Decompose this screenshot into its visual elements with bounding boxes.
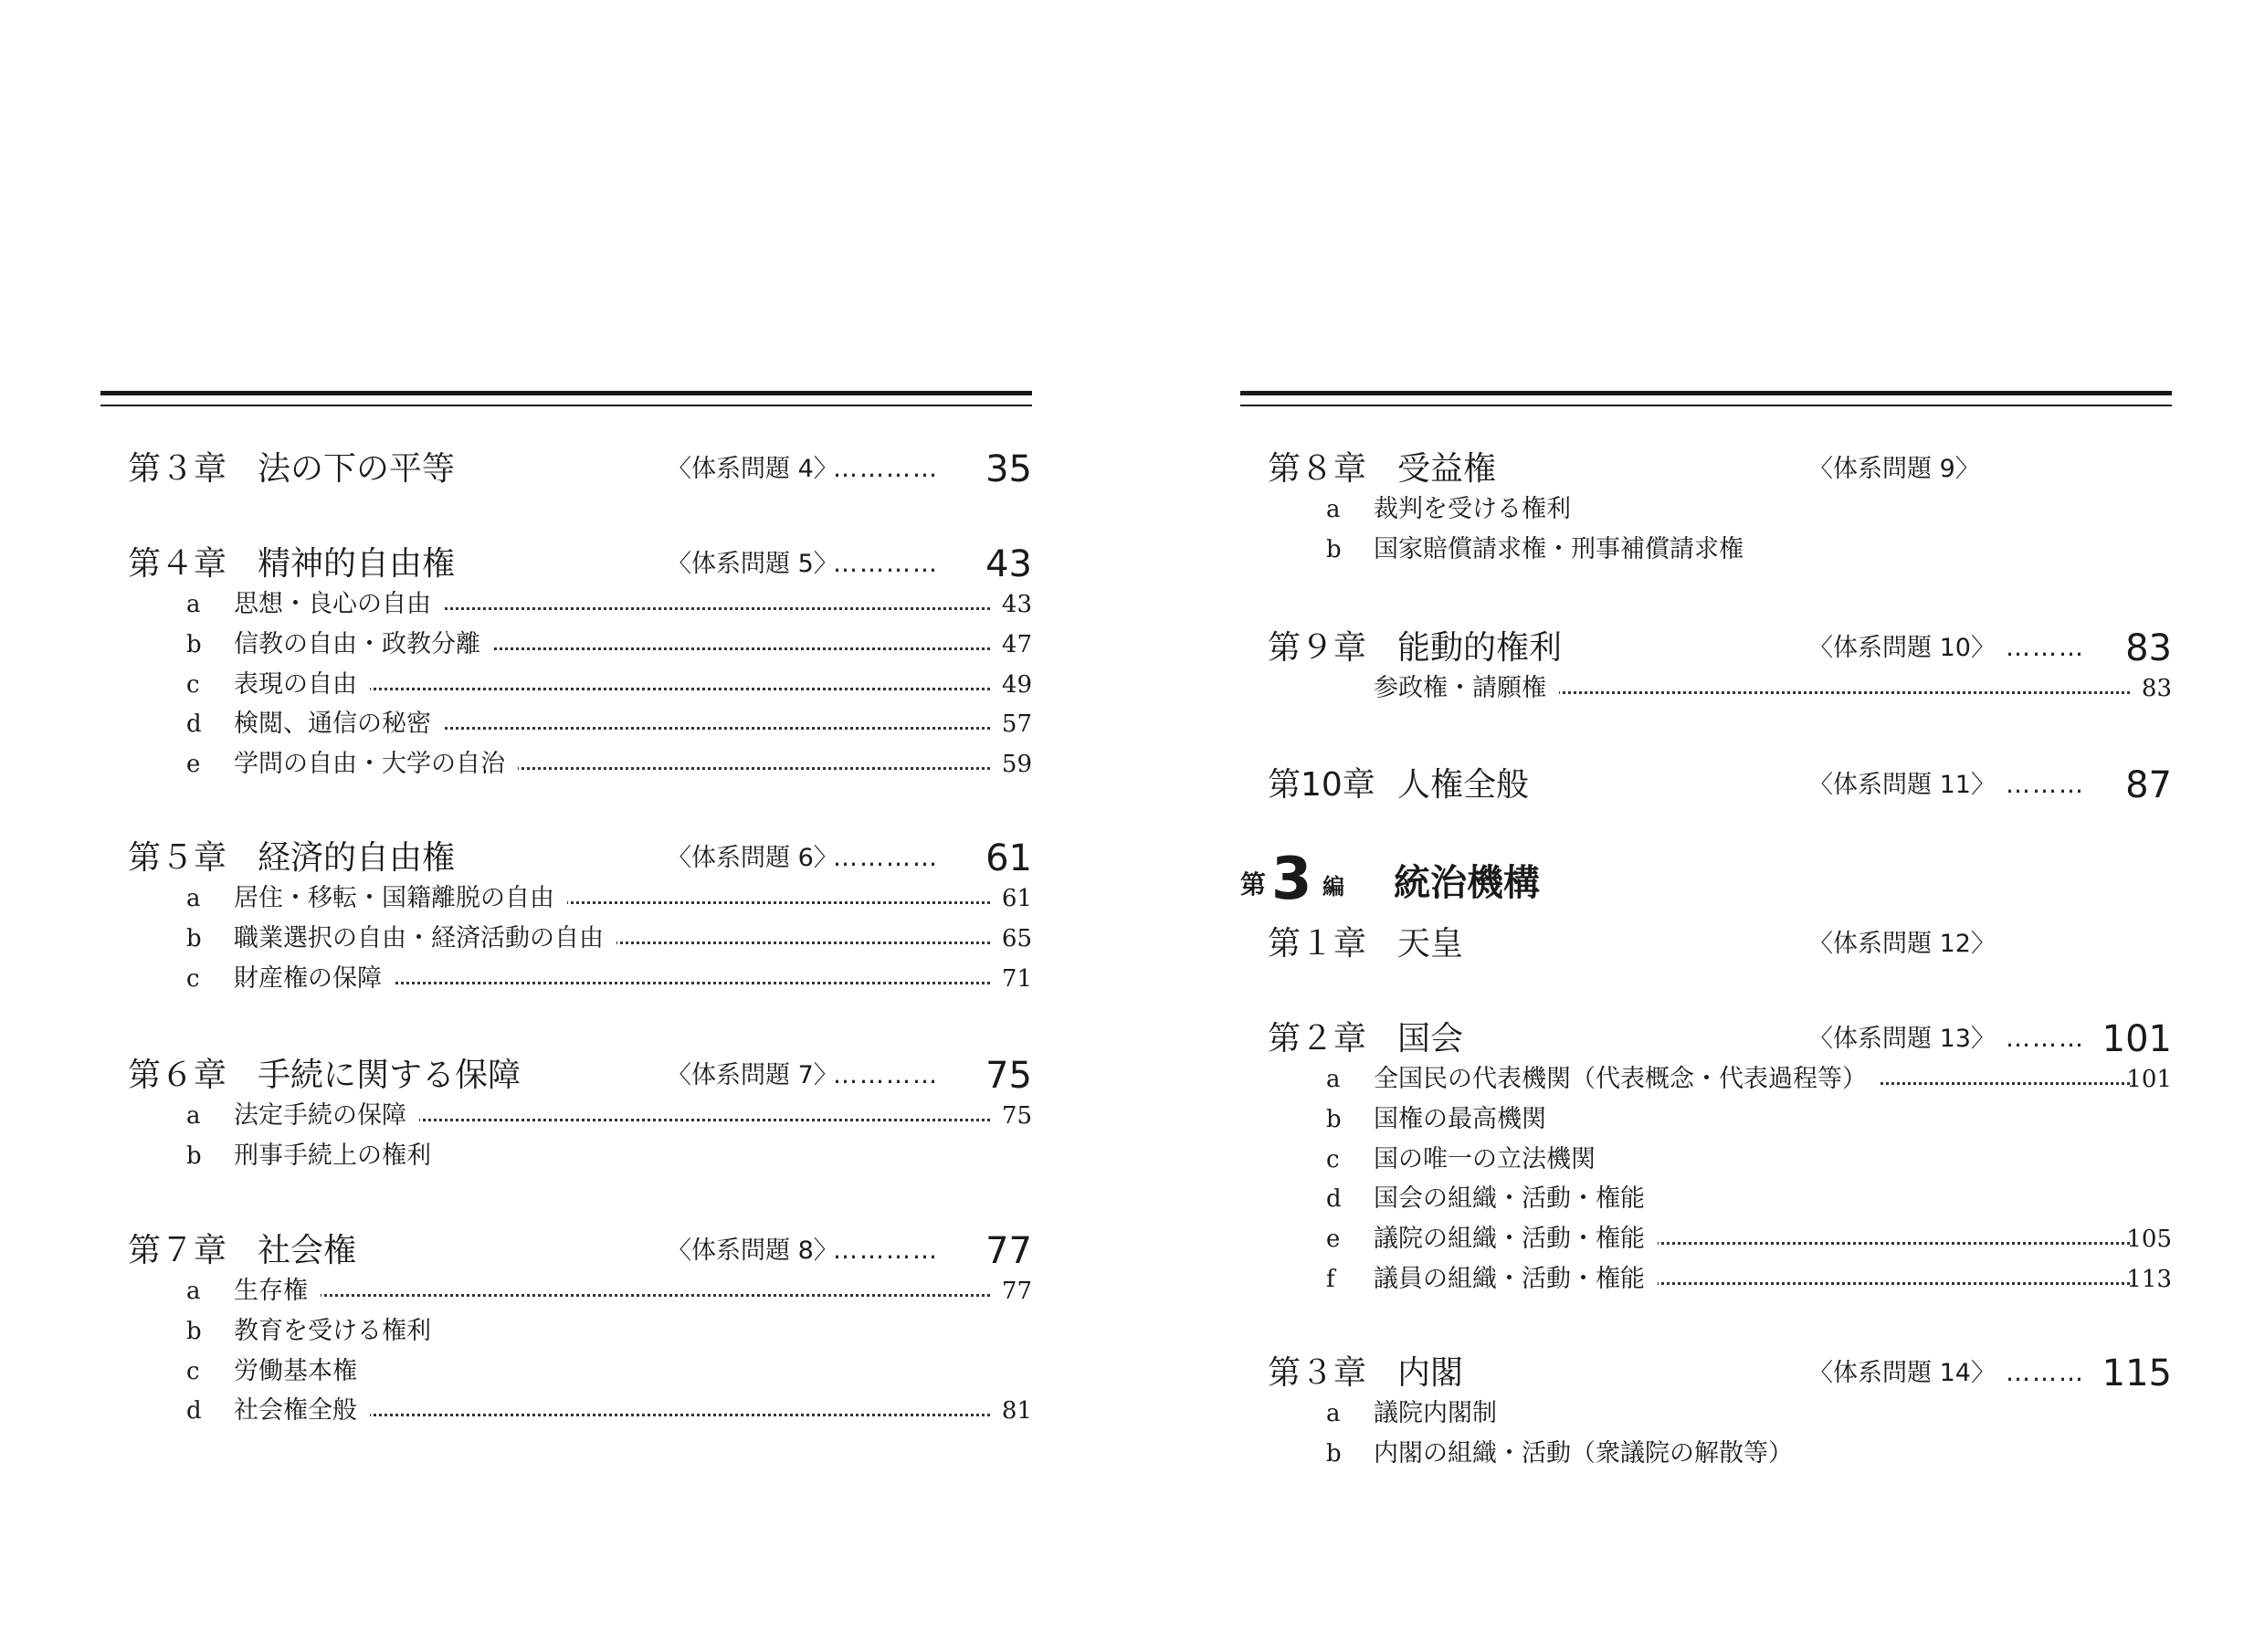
- chapter-entry: [1268, 919, 2172, 970]
- chapter-number: 第５章: [128, 839, 227, 877]
- section-page: 65: [1001, 924, 1032, 952]
- chapter-leader: …………: [833, 1061, 939, 1089]
- chapter-problem-ref: 〈体系問題 4〉: [667, 455, 838, 483]
- section-letter: d: [186, 710, 202, 739]
- chapter-problem-ref: 〈体系問題 7〉: [667, 1061, 838, 1089]
- chapter-leader: …………: [833, 455, 939, 483]
- chapter-entry: [1268, 1348, 2172, 1399]
- section-title: 信教の自由・政教分離: [234, 626, 493, 663]
- section-page: 61: [1001, 885, 1032, 912]
- chapter-leader: …………: [833, 1236, 939, 1265]
- chapter-title: 精神的自由権: [258, 545, 456, 583]
- chapter-page: 87: [2125, 764, 2172, 806]
- section-letter: a: [186, 1102, 201, 1130]
- chapter-leader: ………: [2006, 1359, 2085, 1387]
- part-heading: [1240, 846, 1788, 913]
- section-entry: [1268, 491, 2172, 528]
- section-title: 労働基本権: [234, 1353, 370, 1390]
- section-entry: [1268, 1181, 2172, 1217]
- chapter-number: 第３章: [1268, 1354, 1367, 1392]
- chapter-leader: ………: [2006, 771, 2085, 799]
- section-letter: b: [1326, 1439, 1342, 1468]
- chapter-page: 115: [2102, 1352, 2172, 1394]
- section-letter: b: [186, 1142, 202, 1170]
- chapter-page: 83: [2125, 627, 2172, 669]
- section-page: 101: [2126, 1066, 2172, 1093]
- section-entry: [1268, 1061, 2172, 1098]
- chapter-problem-ref: 〈体系問題 11〉: [1808, 771, 1996, 799]
- section-letter: a: [186, 885, 201, 912]
- chapter-leader: …………: [833, 844, 939, 872]
- chapter-title: 内閣: [1397, 1354, 1464, 1392]
- chapter-entry: [1268, 623, 2172, 674]
- section-title: 国会の組織・活動・権能: [1374, 1181, 1658, 1217]
- chapter-number: 第４章: [128, 545, 227, 583]
- section-title: 職業選択の自由・経済活動の自由: [234, 921, 616, 957]
- section-title: 議員の組織・活動・権能: [1374, 1261, 1658, 1298]
- section-entry: [128, 1273, 1032, 1310]
- section-entry: [1268, 1101, 2172, 1138]
- section-page: 77: [1001, 1278, 1032, 1305]
- section-entry: [1268, 1395, 2172, 1432]
- chapter-title: 能動的権利: [1397, 629, 1563, 667]
- section-page: 47: [1001, 630, 1032, 658]
- chapter-leader: ………: [2006, 1025, 2085, 1053]
- chapter-page: 43: [985, 543, 1032, 585]
- section-letter: c: [186, 964, 200, 993]
- chapter-title: 社会権: [258, 1232, 357, 1269]
- section-letter: b: [1326, 1105, 1342, 1133]
- section-title: 生存権: [234, 1273, 321, 1310]
- section-title: 議院の組織・活動・権能: [1374, 1221, 1658, 1257]
- section-title: 国の唯一の立法機関: [1374, 1142, 1608, 1178]
- top-rule-right: [1240, 391, 2172, 406]
- section-page: 43: [1001, 591, 1032, 618]
- section-letter: c: [186, 1357, 200, 1385]
- section-entry: [128, 1353, 1032, 1390]
- part-prefix: 第: [1240, 869, 1267, 900]
- section-entry: [128, 1098, 1032, 1134]
- chapter-number: 第６章: [128, 1057, 227, 1094]
- chapter-title: 手続に関する保障: [258, 1057, 521, 1094]
- section-letter: a: [1326, 496, 1341, 523]
- chapter-entry: [128, 833, 1032, 884]
- section-title: 全国民の代表機関（代表概念・代表過程等）: [1374, 1061, 1880, 1098]
- section-entry: [1268, 1142, 2172, 1178]
- section-letter: a: [186, 591, 201, 618]
- part-number: 3: [1271, 846, 1312, 913]
- section-title: 国家賠償請求権・刑事補償請求権: [1374, 531, 1756, 568]
- section-letter: d: [1326, 1185, 1342, 1214]
- chapter-title: 天皇: [1397, 925, 1464, 963]
- section-entry: [1268, 531, 2172, 568]
- section-entry: [128, 706, 1032, 742]
- chapter-problem-ref: 〈体系問題 8〉: [667, 1236, 838, 1265]
- section-letter: f: [1326, 1266, 1335, 1293]
- section-letter: a: [1326, 1400, 1341, 1427]
- section-entry: [1268, 1261, 2172, 1298]
- section-letter: d: [186, 1397, 202, 1426]
- section-page: 83: [2141, 675, 2172, 702]
- chapter-title: 経済的自由権: [258, 839, 456, 877]
- section-page: 113: [2126, 1266, 2172, 1293]
- section-letter: e: [1326, 1226, 1341, 1254]
- chapter-number: 第８章: [1268, 450, 1367, 488]
- section-page: 57: [1001, 710, 1032, 739]
- chapter-problem-ref: 〈体系問題 6〉: [667, 844, 838, 872]
- section-title: 参政権・請願権: [1374, 670, 1559, 707]
- chapter-page: 75: [985, 1055, 1032, 1097]
- section-entry: [128, 1313, 1032, 1350]
- section-entry: [128, 667, 1032, 703]
- chapter-problem-ref: 〈体系問題 9〉: [1808, 455, 1980, 483]
- section-leader: [236, 1294, 990, 1297]
- chapter-page: 101: [2102, 1018, 2172, 1060]
- section-title: 表現の自由: [234, 667, 370, 703]
- section-page: 81: [1001, 1397, 1032, 1426]
- section-page: 71: [1001, 964, 1032, 993]
- chapter-entry: [1268, 1014, 2172, 1065]
- section-title: 法定手続の保障: [234, 1098, 419, 1134]
- section-title: 検閲、通信の秘密: [234, 706, 444, 742]
- section-title: 内閣の組織・活動（衆議院の解散等）: [1374, 1436, 1806, 1472]
- section-entry: [1268, 1436, 2172, 1472]
- chapter-number: 第９章: [1268, 629, 1367, 667]
- chapter-problem-ref: 〈体系問題 5〉: [667, 550, 838, 578]
- chapter-page: 35: [985, 448, 1032, 490]
- section-title: 刑事手続上の権利: [234, 1138, 444, 1174]
- chapter-leader: ………: [2006, 634, 2085, 662]
- chapter-number: 第10章: [1268, 766, 1375, 804]
- section-letter: b: [186, 1317, 202, 1345]
- section-title: 思想・良心の自由: [234, 586, 444, 623]
- chapter-page: 77: [985, 1230, 1032, 1272]
- chapter-problem-ref: 〈体系問題 14〉: [1808, 1359, 1996, 1387]
- chapter-problem-ref: 〈体系問題 10〉: [1808, 634, 1996, 662]
- chapter-number: 第１章: [1268, 925, 1367, 963]
- chapter-entry: [128, 1050, 1032, 1101]
- chapter-entry: [1268, 444, 2172, 495]
- section-entry: [128, 1393, 1032, 1429]
- chapter-title: 受益権: [1397, 450, 1497, 488]
- chapter-number: 第３章: [128, 450, 227, 488]
- chapter-problem-ref: 〈体系問題 13〉: [1808, 1025, 1996, 1053]
- section-letter: b: [1326, 535, 1342, 563]
- part-title: 統治機構: [1394, 862, 1540, 904]
- section-page: 75: [1001, 1102, 1032, 1130]
- section-letter: a: [186, 1278, 201, 1305]
- chapter-number: 第７章: [128, 1232, 227, 1269]
- section-title: 議院内閣制: [1374, 1395, 1510, 1432]
- section-letter: a: [1326, 1066, 1341, 1093]
- chapter-problem-ref: 〈体系問題 12〉: [1808, 930, 1996, 958]
- section-entry: [128, 746, 1032, 783]
- chapter-title: 国会: [1397, 1020, 1464, 1057]
- section-entry: [128, 626, 1032, 663]
- section-title: 居住・移転・国籍離脱の自由: [234, 880, 567, 917]
- section-title: 学問の自由・大学の自治: [234, 746, 518, 783]
- chapter-entry: [1268, 760, 2172, 811]
- section-entry: [128, 586, 1032, 623]
- part-suffix: 編: [1322, 874, 1344, 900]
- section-letter: b: [186, 630, 202, 658]
- section-letter: c: [1326, 1145, 1340, 1173]
- chapter-entry: [128, 1226, 1032, 1277]
- section-entry: [128, 880, 1032, 917]
- section-letter: e: [186, 751, 201, 779]
- section-page: 105: [2126, 1226, 2172, 1254]
- chapter-entry: [128, 444, 1032, 495]
- section-title: 国権の最高機関: [1374, 1101, 1559, 1138]
- section-entry: [128, 1138, 1032, 1174]
- chapter-page: 61: [985, 837, 1032, 879]
- chapter-title: 人権全般: [1397, 766, 1530, 804]
- section-entry: [128, 961, 1032, 997]
- section-page: 59: [1001, 751, 1032, 779]
- top-rule-left: [100, 391, 1032, 406]
- section-entry: [1268, 670, 2172, 707]
- chapter-leader: …………: [833, 550, 939, 578]
- section-title: 社会権全般: [234, 1393, 370, 1429]
- section-title: 財産権の保障: [234, 961, 395, 997]
- section-title: 教育を受ける権利: [234, 1313, 444, 1350]
- section-title: 裁判を受ける権利: [1374, 491, 1584, 528]
- section-page: 49: [1001, 670, 1032, 699]
- chapter-title: 法の下の平等: [258, 450, 456, 488]
- chapter-entry: [128, 539, 1032, 590]
- section-entry: [1268, 1221, 2172, 1257]
- section-letter: b: [186, 924, 202, 952]
- chapter-number: 第２章: [1268, 1020, 1367, 1057]
- section-letter: c: [186, 670, 200, 699]
- section-entry: [128, 921, 1032, 957]
